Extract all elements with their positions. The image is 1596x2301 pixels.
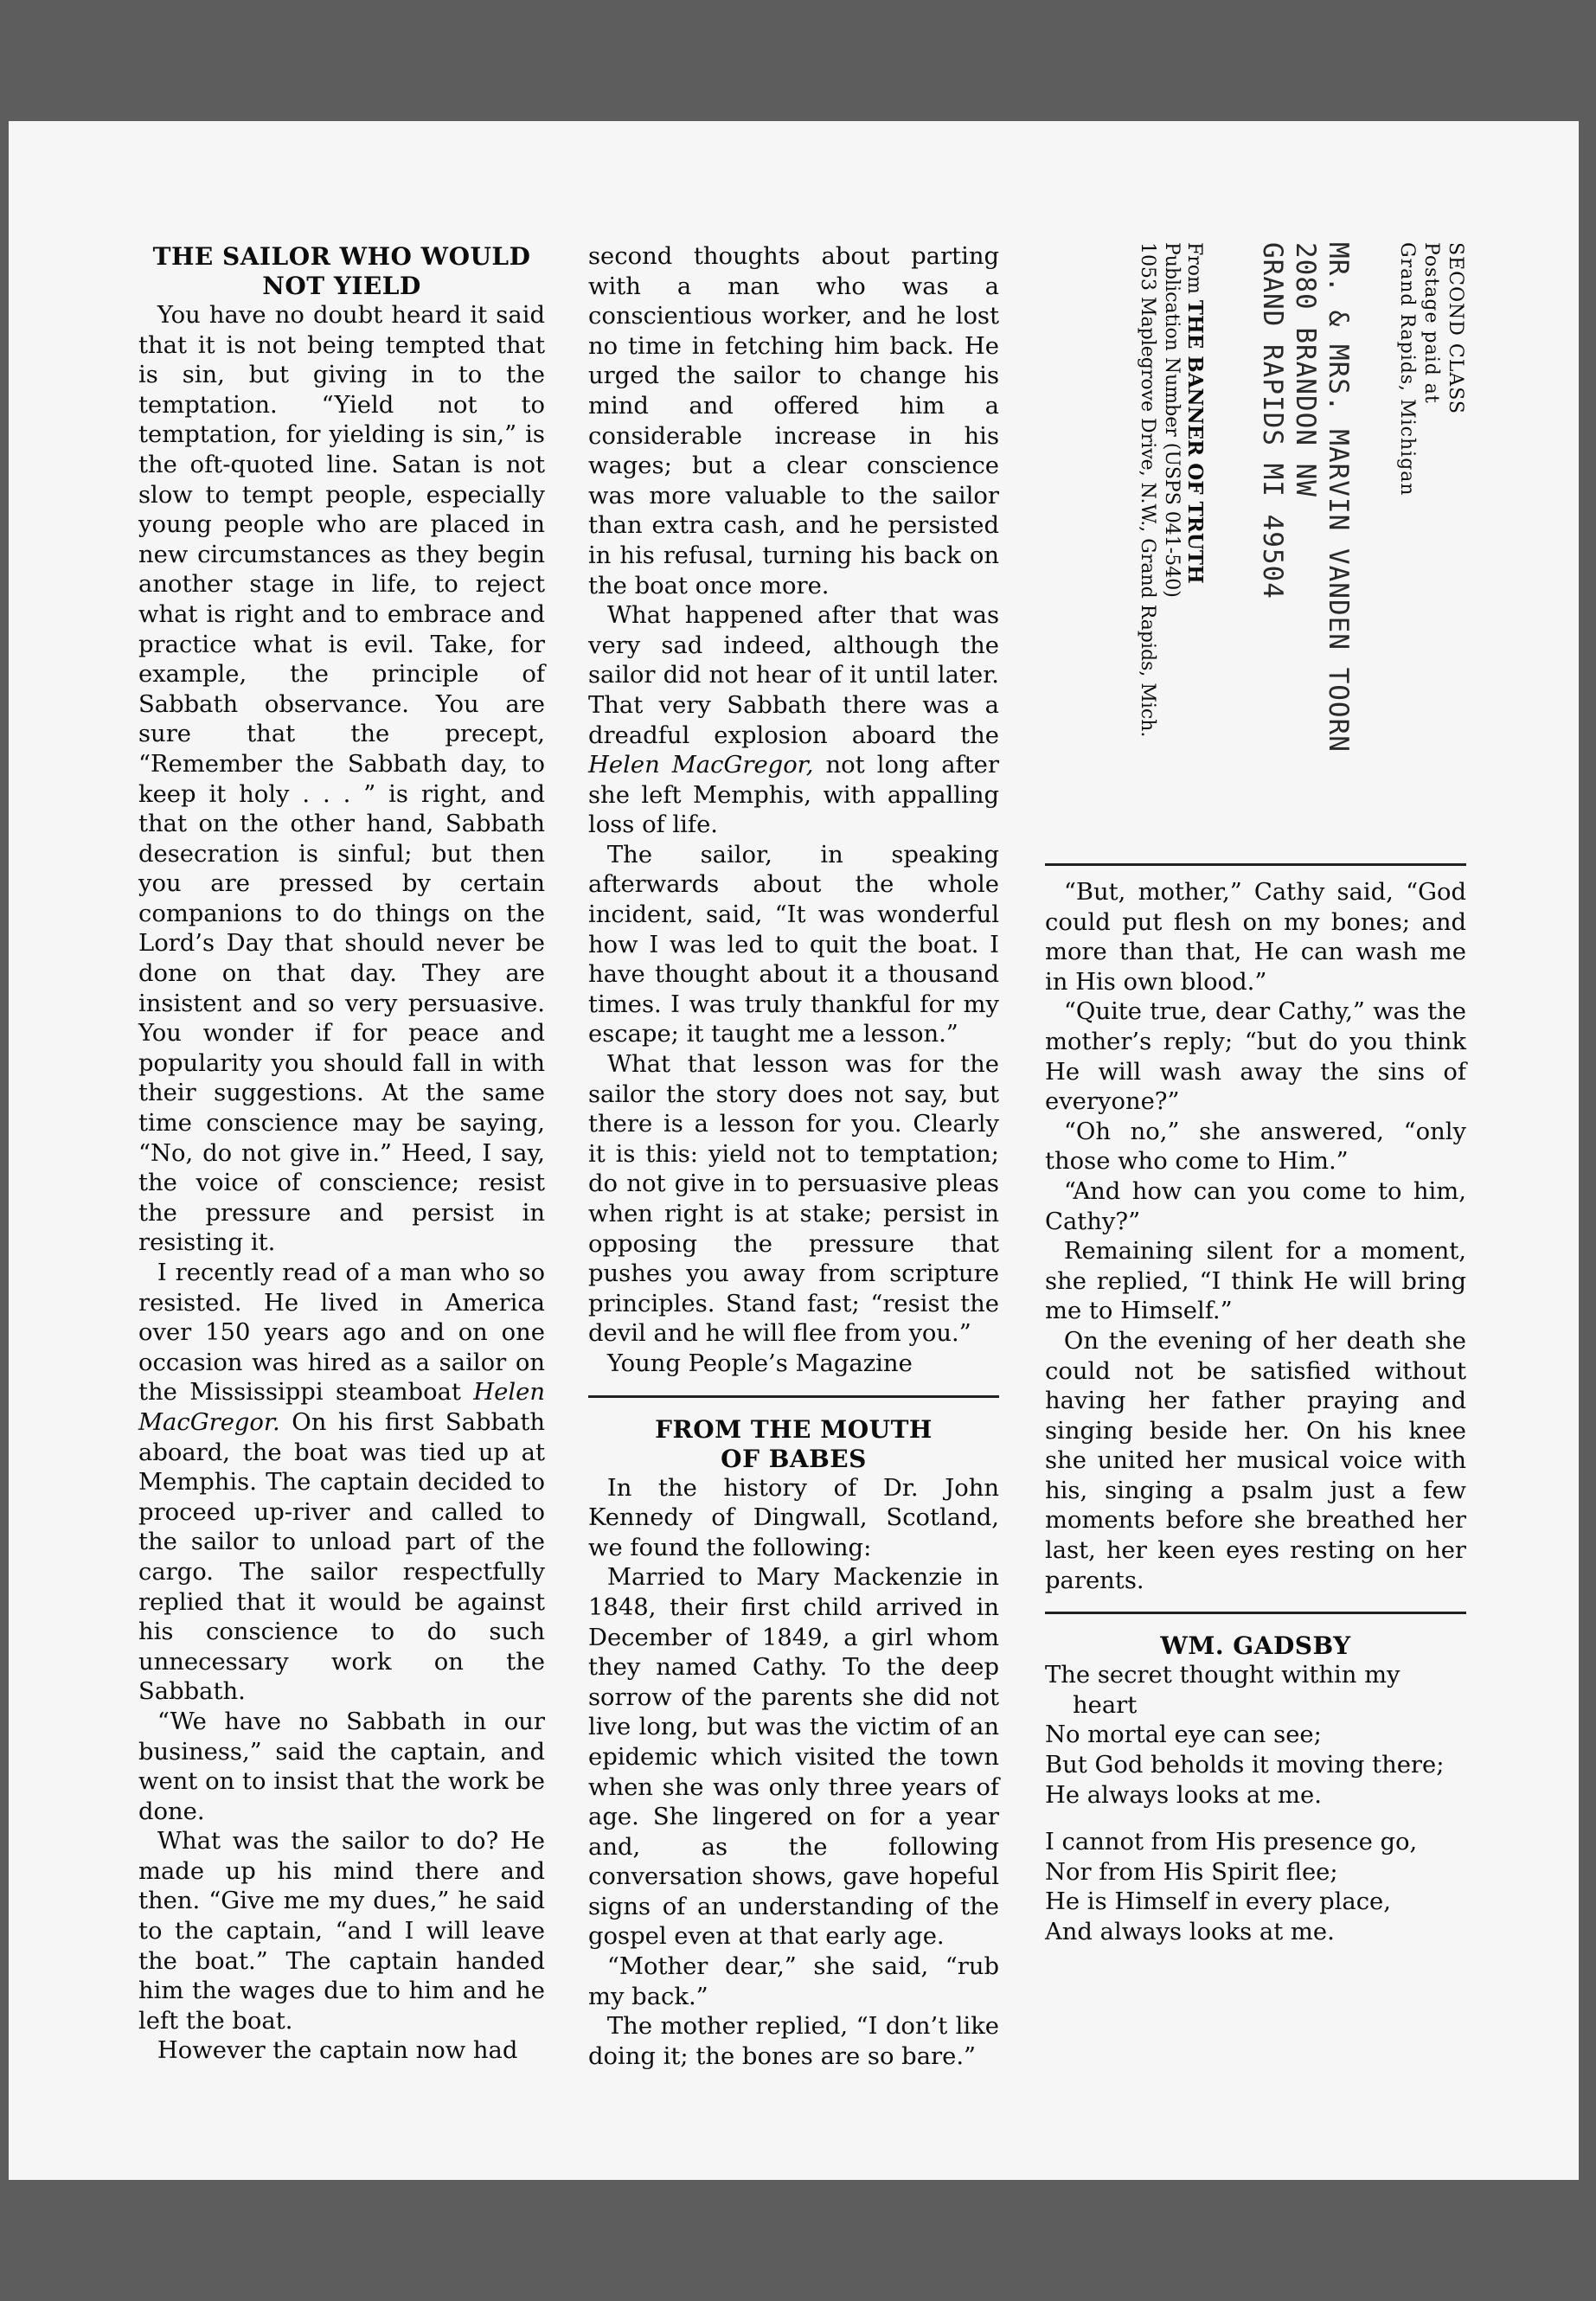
column-2 <box>588 242 999 2072</box>
paragraph: “Oh no,” she answered, “only those who come to Him.” <box>1045 1118 1466 1176</box>
paragraph: What happened after that was very sad indeed, although the sailor did not hear of it until later. That very Sabbath there was a dreadful explosion aboard the Helen MacGregor, not long after she left Memphis, with appalling loss of life. <box>588 602 999 839</box>
article-babes-title: FROM THE MOUTH OF BABES <box>655 1414 933 1473</box>
paragraph: You have no doubt heard it said that it is not being tempted that is sin, but giving in to the temptation. “Yield not to temptation, for yielding is sin,” is the oft-quoted line. Satan is not slow to tempt people, especially young people who are placed in new circumstances as they begin another stage in life, to reject what is right and to embrace and practice what is evil. Take, for example, the principle of Sabbath observance. You are sure that the precept, “Remember the Sabbath day, to keep it holy . . . ” is right, and that on the other hand, Sabbath desecration is sinful; but then you are pressed by certain companions to do things on the Lord’s Day that should never be done on that day. They are insistent and so very persuasive. You wonder if for peace and popularity you should fall in with their suggestions. At the same time conscience may be saying, “No, do not give in.” Heed, I say, the voice of conscience; resist the pressure and persist in resisting it. <box>138 302 545 1257</box>
column-3 <box>1045 878 1466 1965</box>
postage-location: Grand Rapids, Michigan <box>1396 242 1418 497</box>
paragraph: The mother replied, “I don’t like doing it; the bones are so bare.” <box>588 2013 999 2070</box>
paragraph-continued: second thoughts about parting with a man who was a conscientious worker, and he lost no time in fetching him back. He urged the sailor to change his mind and offered him a considerable increase in his wages; but a clear conscience was more valuable to the sailor than extra cash, and he persisted in his refusal, turning his back on the boat once more. <box>588 243 999 599</box>
paragraph: However the captain now had <box>157 2037 518 2065</box>
article-credit: Young People’s Magazine <box>606 1349 913 1377</box>
poem-stanza-2: I cannot from His presence go, Nor from His Spirit flee; He is Himself in every place, And always looks at me. <box>1045 1829 1418 1945</box>
publisher-address: 1053 Maplegrove Drive, N.W., Grand Rapids, Mich. <box>1137 242 1158 738</box>
paragraph: “Mother dear,” she said, “rub my back.” <box>588 1953 999 2010</box>
address-street: 2080 BRANDON NW <box>1290 242 1321 497</box>
article-sailor-title: THE SAILOR WHO WOULD NOT YIELD <box>152 242 531 300</box>
paragraph: What that lesson was for the sailor the story does not say, but there is a lesson for you. Clearly it is this: yield not to temptation; do not give in to persuasive pleas when right is at stake; persist in opposing the pressure that pushes you away from scripture principles. Stand fast; “resist the devil and he will flee from you.” <box>588 1051 999 1348</box>
publisher-name: From THE BANNER OF TRUTH <box>1183 242 1207 584</box>
paragraph: Remaining silent for a moment, she replied, “I think He will bring me to Himself.” <box>1045 1238 1466 1325</box>
paragraph: I recently read of a man who so resisted. He lived in America over 150 years ago and on one occasion was hired as a sailor on the Mississippi steamboat Helen MacGregor. On his first Sabbath aboard, the boat was tied up at Memphis. The captain decided to proceed up-river and called to the sailor to unload part of the cargo. The sailor respectfully replied that it would be against his conscience to do such unnecessary work on the Sabbath. <box>138 1259 545 1706</box>
divider <box>1045 863 1466 866</box>
newsletter-page <box>9 121 1579 2180</box>
poem-stanza-1: The secret thought within my heart No mortal eye can see; But God beholds it moving there; He always looks at me. <box>1045 1662 1445 1809</box>
column-1 <box>138 242 545 2067</box>
paragraph: “And how can you come to him, Cathy?” <box>1045 1177 1466 1235</box>
ship-name: Helen MacGregor. <box>138 1379 545 1436</box>
paragraph: In the history of Dr. John Kennedy of Dingwall, Scotland, we found the following: <box>588 1474 999 1561</box>
paragraph: “We have no Sabbath in our business,” said the captain, and went on to insist that the work be done. <box>138 1708 545 1825</box>
paragraph: On the evening of her death she could not be satisfied without having her father praying and singing beside her. On his knee she united her musical voice with his, singing a psalm just a few moments before she breathed her last, her keen eyes resting on her parents. <box>1045 1327 1466 1594</box>
paragraph: The sailor, in speaking afterwards about the whole incident, said, “It was wonderful how I was led to quit the boat. I have thought about it a thousand times. I was truly thankful for my escape; it taught me a lesson.” <box>588 841 999 1048</box>
ship-name: Helen MacGregor, <box>588 752 814 779</box>
postage-class: SECOND CLASS <box>1445 242 1466 414</box>
paragraph: “Quite true, dear Cathy,” was the mother’s reply; “but do you think He will wash away the sins of everyone?” <box>1045 998 1466 1116</box>
postage-paid: Postage paid at <box>1420 242 1442 404</box>
addressee-name: MR. & MRS. MARVIN VANDEN TOORN <box>1323 242 1354 753</box>
paragraph: “But, mother,” Cathy said, “God could put flesh on my bones; and more than that, He can wash me in His own blood.” <box>1045 879 1466 996</box>
divider <box>588 1395 999 1398</box>
paragraph: What was the sailor to do? He made up his mind there and then. “Give me my dues,” he said to the captain, “and I will leave the boat.” The captain handed him the wages due to him and he left the boat. <box>138 1828 545 2035</box>
poem-title: WM. GADSBY <box>1160 1631 1351 1661</box>
divider <box>1045 1612 1466 1614</box>
publication-number: Publication Number (USPS 041-540) <box>1161 242 1183 598</box>
address-city: GRAND RAPIDS MI 49504 <box>1257 242 1288 599</box>
mailing-label <box>1045 242 1466 862</box>
paragraph: Married to Mary Mackenzie in 1848, their first child arrived in December of 1849, a girl whom they named Cathy. To the deep sorrow of the parents she did not live long, but was the victim of an epidemic which visited the town when she was only three years of age. She lingered on for a year and, as the following conversation shows, gave hopeful signs of an understanding of the gospel even at that early age. <box>588 1564 999 1951</box>
